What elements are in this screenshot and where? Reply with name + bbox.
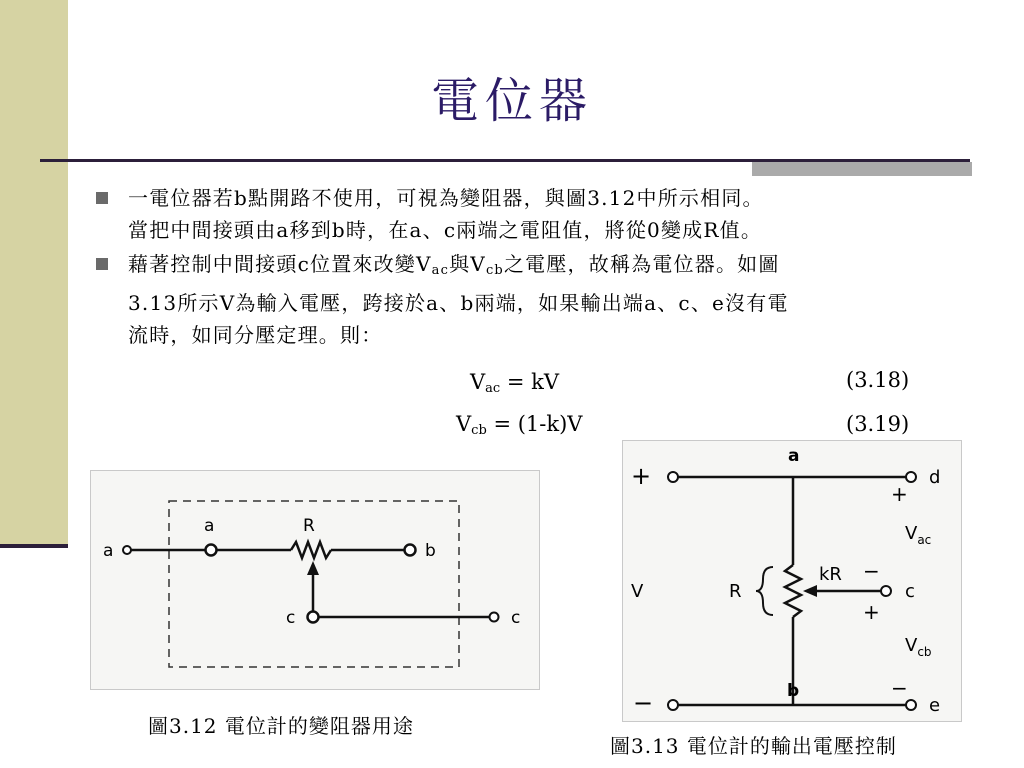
- subscript: ac: [431, 263, 450, 278]
- label-v: V: [631, 581, 644, 602]
- resistor-r: [785, 565, 801, 617]
- label-a-inner: a: [204, 516, 215, 536]
- text-seg: 藉著控制中間接頭c位置來改變V: [128, 252, 432, 276]
- terminal-top-left: [668, 472, 678, 482]
- label-r: R: [729, 581, 742, 602]
- bullet-marker: [96, 192, 108, 204]
- bullet-item-2: [96, 248, 996, 351]
- bullet-1-line-2: 當把中間接頭由a移到b時，在a、c兩端之電阻值，將從0變成R值。: [128, 218, 763, 242]
- rheostat-diagram: [91, 471, 539, 689]
- label-c: c: [905, 581, 915, 602]
- label-r: R: [303, 516, 315, 536]
- label-a-outer: a: [103, 541, 114, 561]
- eq-rhs: = (1-k)V: [486, 412, 583, 436]
- label-c-inner: c: [286, 608, 296, 628]
- text-seg: 之電壓，故稱為電位器。如圖: [503, 252, 780, 276]
- terminal-d: [906, 472, 916, 482]
- wiper-arrow: [307, 561, 319, 575]
- terminal-a-outer: [123, 546, 131, 554]
- equation-number-3-19: (3.19): [846, 412, 910, 436]
- terminal-e: [906, 700, 916, 710]
- bullet-2-line-1: [128, 248, 996, 287]
- terminal-a-inner: [206, 545, 217, 556]
- potentiometer-diagram: [623, 441, 961, 721]
- terminal-c-inner: [308, 612, 319, 623]
- label-b: b: [425, 541, 436, 561]
- label-plus-c: +: [863, 600, 880, 624]
- figure-3-12-caption: 圖3.12 電位計的變阻器用途: [148, 714, 414, 738]
- terminal-b: [405, 545, 416, 556]
- label-c-outer: c: [511, 608, 521, 628]
- label-b: b: [787, 681, 800, 701]
- bullet-2-line-3: 流時，如同分壓定理。則：: [128, 323, 383, 347]
- terminal-c: [881, 586, 891, 596]
- equation-3-19: [456, 412, 582, 438]
- resistor-brace: [756, 567, 773, 615]
- eq-rhs: = kV: [500, 370, 560, 394]
- bullet-2-line-2: 3.13所示V為輸入電壓，跨接於a、b兩端，如果輸出端a、c、e沒有電: [128, 291, 789, 315]
- subscript: cb: [485, 263, 504, 278]
- figure-3-13-caption: 圖3.13 電位計的輸出電壓控制: [610, 734, 897, 758]
- figure-3-13: [622, 440, 962, 722]
- eq-var: V: [470, 370, 486, 394]
- label-minus-e: −: [891, 676, 908, 700]
- label-e: e: [929, 695, 941, 716]
- label-minus-kr: −: [863, 559, 880, 583]
- title-rule-accent: [752, 162, 972, 176]
- label-kr: kR: [819, 564, 842, 585]
- bullet-item-1: [96, 182, 996, 246]
- terminal-bottom-left: [668, 700, 678, 710]
- slide-title: 電位器: [430, 73, 593, 129]
- bullet-1-line-1: 一電位器若b點開路不使用，可視為變阻器，與圖3.12中所示相同。: [128, 186, 764, 210]
- equation-3-18: [470, 370, 559, 396]
- label-vcb: [905, 635, 932, 659]
- left-decor-line: [0, 544, 68, 548]
- eq-var: V: [456, 412, 472, 436]
- figure-3-12: [90, 470, 540, 690]
- bullet-marker: [96, 258, 108, 270]
- text-seg: 與V: [449, 252, 486, 276]
- eq-sub: ac: [485, 381, 501, 396]
- resistor-r: [291, 542, 331, 558]
- eq-sub: cb: [471, 423, 487, 438]
- terminal-c-outer: [490, 613, 499, 622]
- label-plus-d: +: [891, 482, 908, 506]
- label-minus-left: −: [633, 689, 654, 717]
- vcb-main: V: [905, 635, 918, 656]
- label-plus-left: +: [631, 462, 652, 490]
- label-a: a: [788, 446, 800, 466]
- vac-main: V: [905, 523, 918, 544]
- vac-sub: ac: [917, 533, 932, 547]
- vcb-sub: cb: [917, 645, 932, 659]
- bullet-list: [96, 182, 996, 353]
- equation-number-3-18: (3.18): [846, 368, 910, 392]
- label-d: d: [929, 467, 941, 488]
- label-vac: [905, 523, 931, 547]
- wiper-arrow: [803, 585, 817, 597]
